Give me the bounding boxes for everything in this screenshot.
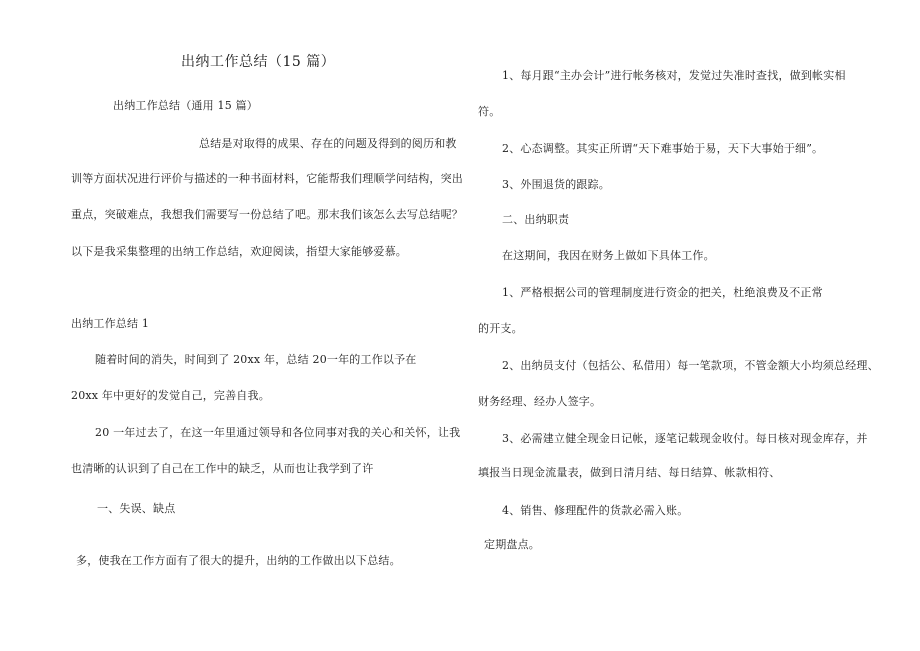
paragraph-line: 多，使我在工作方面有了很大的提升，出纳的工作做出以下总结。 xyxy=(76,554,401,567)
document-title: 出纳工作总结（15 篇） xyxy=(181,54,336,70)
paragraph-line: 定期盘点。 xyxy=(484,538,540,551)
list-item: 1、严格根据公司的管理制度进行资金的把关，杜绝浪费及不正常 xyxy=(502,286,823,299)
list-item: 1、每月跟“主办会计”进行帐务核对，发觉过失准时查找，做到帐实相 xyxy=(502,69,846,82)
list-item: 2、出纳员支付（包括公、私借用）每一笔款项，不管金额大小均须总经理、 xyxy=(502,359,879,372)
paragraph-line: 20xx 年中更好的发觉自己，完善自我。 xyxy=(71,389,270,402)
list-item-continuation: 的开支。 xyxy=(478,322,523,335)
section-heading: 出纳工作总结 1 xyxy=(71,317,150,330)
list-item: 2、心态调整。其实正所谓“天下难事始于易，天下大事始于细”。 xyxy=(502,142,824,155)
intro-line: 重点，突破难点，我想我们需要写一份总结了吧。那末我们该怎么去写总结呢？ xyxy=(71,208,463,221)
list-item-continuation: 符。 xyxy=(478,105,501,118)
paragraph-line: 随着时间的消失，时间到了 20xx 年，总结 20一年的工作以予在 xyxy=(95,353,417,366)
list-item-continuation: 填报当日现金流量表，做到日清月结、每日结算、帐款相符、 xyxy=(478,466,781,479)
list-item: 4、销售、修理配件的货款必需入账。 xyxy=(502,504,689,517)
intro-line: 总结是对取得的成果、存在的问题及得到的阅历和教 xyxy=(199,137,457,150)
paragraph-line: 在这期间，我因在财务上做如下具体工作。 xyxy=(502,249,715,262)
paragraph-line: 20 一年过去了，在这一年里通过领导和各位同事对我的关心和关怀，让我 xyxy=(95,426,461,439)
document-subtitle: 出纳工作总结（通用 15 篇） xyxy=(113,99,258,112)
subheading: 二、出纳职责 xyxy=(502,213,570,226)
list-item-continuation: 财务经理、经办人签字。 xyxy=(478,395,602,408)
list-item: 3、必需建立健全现金日记帐，逐笔记载现金收付。每日核对现金库存，并 xyxy=(502,432,868,445)
intro-line: 以下是我采集整理的出纳工作总结，欢迎阅读，指望大家能够爱慕。 xyxy=(71,245,407,258)
intro-line: 训等方面状况进行评价与描述的一种书面材料，它能帮我们理顺学问结构，突出 xyxy=(71,172,463,185)
subheading: 一、失误、缺点 xyxy=(97,502,176,515)
list-item: 3、外围退货的跟踪。 xyxy=(502,178,610,191)
paragraph-line: 也清晰的认识到了自己在工作中的缺乏，从而也让我学到了许 xyxy=(71,462,374,475)
